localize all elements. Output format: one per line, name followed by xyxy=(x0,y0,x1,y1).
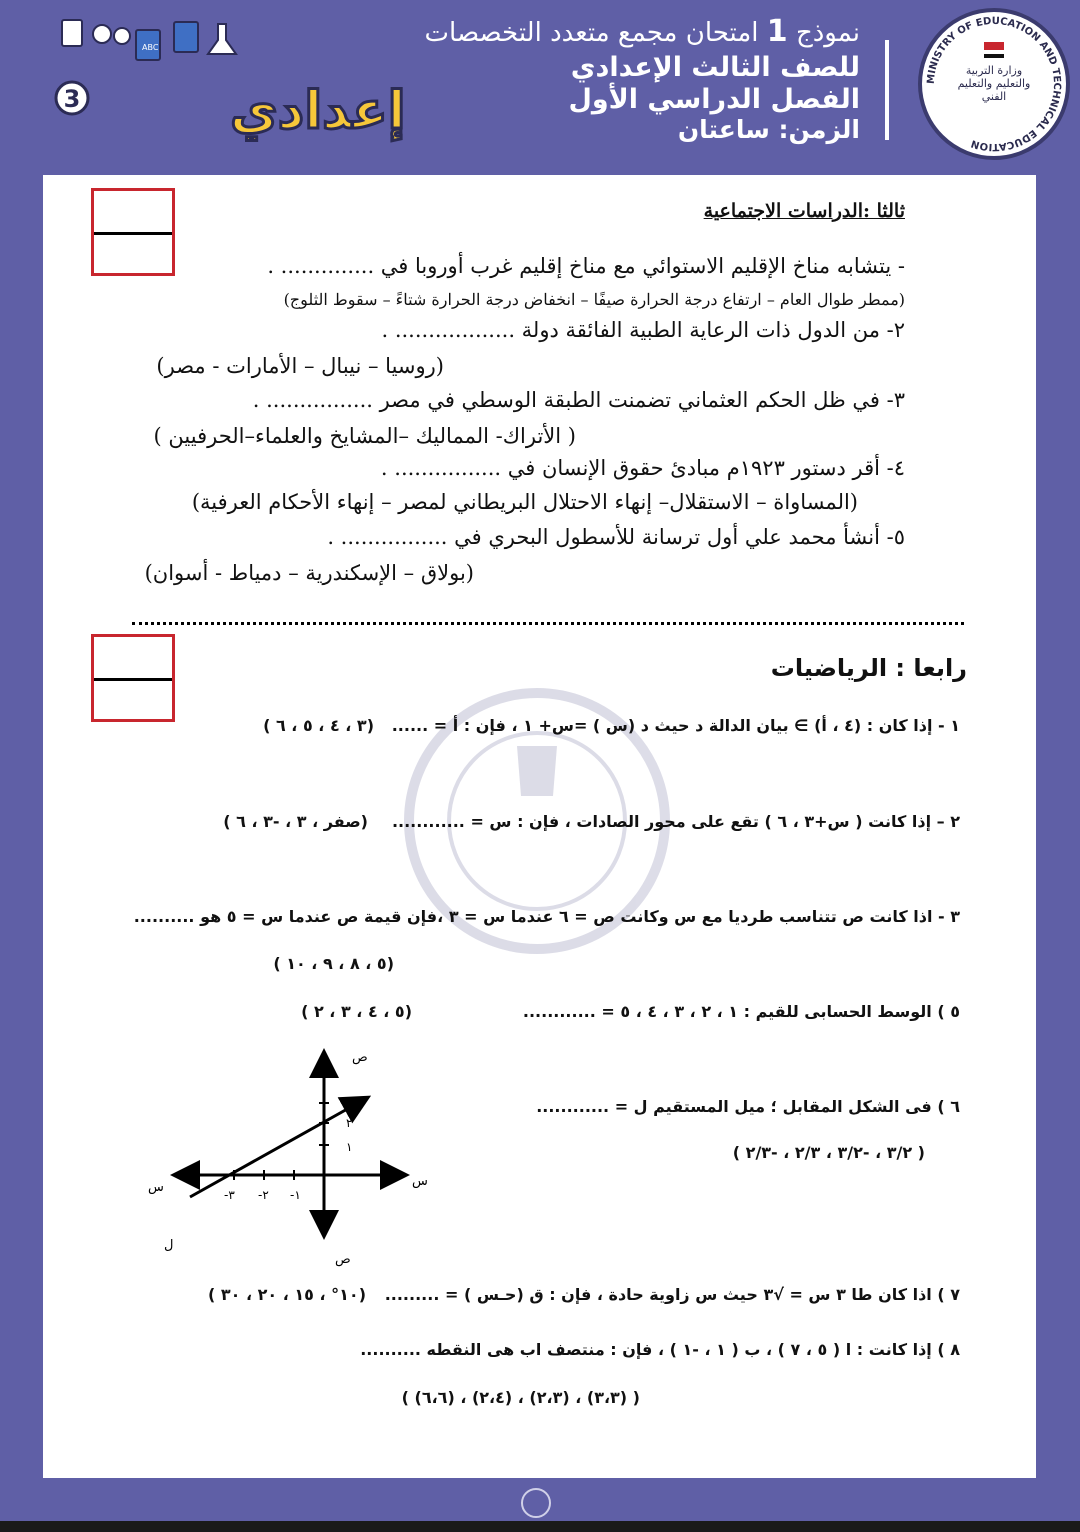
school-icons xyxy=(62,20,236,60)
social-q1: - يتشابه مناخ الإقليم الاستوائي مع مناخ إقليم غرب أوروبا في .............. . xyxy=(267,254,905,278)
social-q4-options: (المساواة – الاستقلال– إنهاء الاحتلال البريطاني لمصر – إنهاء الأحكام العرفية) xyxy=(191,490,858,514)
math-q3-options: (٥ ، ٨ ، ٩ ، ١٠ ) xyxy=(273,954,394,973)
svg-text:ABC: ABC xyxy=(142,43,159,52)
q6-option-4: -٢/٣ xyxy=(745,1143,778,1162)
math-q7-options: (١٠° ، ١٥ ، ٢٠ ، ٣٠ ) xyxy=(208,1285,366,1304)
x-tick-label-3: -٣ xyxy=(224,1188,235,1202)
social-q3-options: ( الأتراك- المماليك –المشايخ والعلماء–الحرفيين ) xyxy=(153,424,576,448)
x-neg-axis-label: س xyxy=(148,1180,164,1195)
exam-header xyxy=(0,0,1080,175)
math-q8-options: ( (٣،٣) ، (٢،٣) ، (٢،٤) ، (٦،٦) ) xyxy=(401,1388,640,1407)
math-q6-options: ( ٣/٢ ، -٣/٢ ، ٢/٣ ، -٢/٣ ) xyxy=(732,1143,925,1162)
math-q6: ٦ ) فى الشكل المقابل ؛ ميل المستقيم ل = ............ xyxy=(536,1097,960,1116)
ministry-seal xyxy=(918,8,1070,160)
model-number: 1 xyxy=(766,14,788,49)
math-q1: ١ - إذا كان : (٤ ، أ) ∋ بيان الدالة د حيث د (س ) =س+ ١ ، فإن : أ = ...... xyxy=(391,716,960,735)
social-q1-options: (ممطر طوال العام – ارتفاع درجة الحرارة صيفًا – انخفاض درجة الحرارة شتاءً – سقوط الثلوج) xyxy=(283,290,905,309)
line-l xyxy=(190,1103,358,1197)
math-q8: ٨ ) إذا كانت : ا ( ٥ ، ٧ ) ، ب ( ١ ، -١ ) ، فإن : منتصف اب هى النقطه .......... xyxy=(360,1340,960,1359)
section-separator xyxy=(132,622,964,625)
bottom-bar xyxy=(0,1521,1080,1532)
social-q4: ٤- أقر دستور ١٩٢٣م مبادئ حقوق الإنسان في ................ . xyxy=(380,456,905,480)
term-label: الفصل الدراسي الأول xyxy=(568,84,860,115)
x-tick-label-1: -١ xyxy=(290,1188,301,1202)
mark-box-social[interactable] xyxy=(91,188,175,276)
math-q1-options: (٣ ، ٤ ، ٥ ، ٦ ) xyxy=(263,716,374,735)
x-tick-label-2: -٢ xyxy=(258,1188,269,1202)
q6-option-3: ٢/٣ xyxy=(794,1143,821,1162)
x-axis-label: س xyxy=(412,1174,428,1189)
math-title: رابعا : الرياضيات xyxy=(770,654,967,682)
y-tick-label-1: ١ xyxy=(346,1140,353,1154)
social-q5-options: (بولاق – الإسكندرية – دمياط - أسوان) xyxy=(144,561,474,585)
social-q2: ٢- من الدول ذات الرعاية الطبية الفائقة دولة .................. . xyxy=(381,318,905,342)
social-q2-options: (روسيا – نيبال – الأمارات - مصر) xyxy=(156,354,444,378)
social-q3: ٣- في ظل الحكم العثماني تضمنت الطبقة الوسطي في مصر ................ . xyxy=(252,388,905,412)
math-q7: ٧ ) اذا كان طا ٣ س = √٣ حيث س زاوية حادة ، فإن : ق (حـس ) = ......... xyxy=(384,1285,960,1304)
footer-emblem xyxy=(521,1488,551,1518)
social-q5: ٥- أنشأ محمد علي أول ترسانة للأسطول البحري في ................ . xyxy=(327,525,905,549)
exam-model-line: نموذج 1 امتحان مجمع متعدد التخصصات xyxy=(424,14,860,49)
edadi-logo xyxy=(50,10,406,160)
math-q5-options: (٥ ، ٤ ، ٣ ، ٢ ) xyxy=(301,1002,412,1021)
math-q2: ٢ – إذا كانت ( س+٣ ، ٦ ) تقع على محور الصادات ، فإن : س = ............ xyxy=(391,812,960,831)
seal-arabic-text: وزارة التربية والتعليم والتعليم الفني xyxy=(957,64,1031,103)
time-label: الزمن: ساعتان xyxy=(677,115,860,144)
header-divider xyxy=(885,40,889,140)
seal-ring-text: MINISTRY OF EDUCATION AND TECHNICAL EDUCATION xyxy=(925,15,1063,153)
y-tick-label-3: ٣ xyxy=(346,1094,353,1108)
q6-option-2: -٣/٢ xyxy=(837,1143,870,1162)
y-axis-label: ص xyxy=(352,1050,368,1065)
y-tick-label-2: ٢ xyxy=(346,1116,353,1130)
logo-number: 3 xyxy=(63,85,81,113)
q6-option-1: ٣/٢ xyxy=(886,1143,913,1162)
line-l-label: ل xyxy=(164,1238,174,1253)
math-q5: ٥ ) الوسط الحسابى للقيم : ١ ، ٢ ، ٣ ، ٤ ، ٥ = ............ xyxy=(522,1002,960,1021)
coordinate-graph xyxy=(130,1045,450,1265)
grade-label: للصف الثالث الإعدادي xyxy=(570,52,860,83)
logo-text: إعدادي xyxy=(230,81,406,141)
math-q2-options: (صفر ، ٣ ، -٣ ، ٦ ) xyxy=(223,812,368,831)
mark-box-math[interactable] xyxy=(91,634,175,722)
math-q3: ٣ - اذا كانت ص تتناسب طرديا مع س وكانت ص = ٦ عندما س = ٣ ،فإن قيمة ص عندما س = ٥ هو .......... xyxy=(133,907,960,926)
social-title: ثالثا :الدراسات الاجتماعية xyxy=(703,200,905,222)
y-neg-axis-label: ص xyxy=(335,1252,351,1267)
